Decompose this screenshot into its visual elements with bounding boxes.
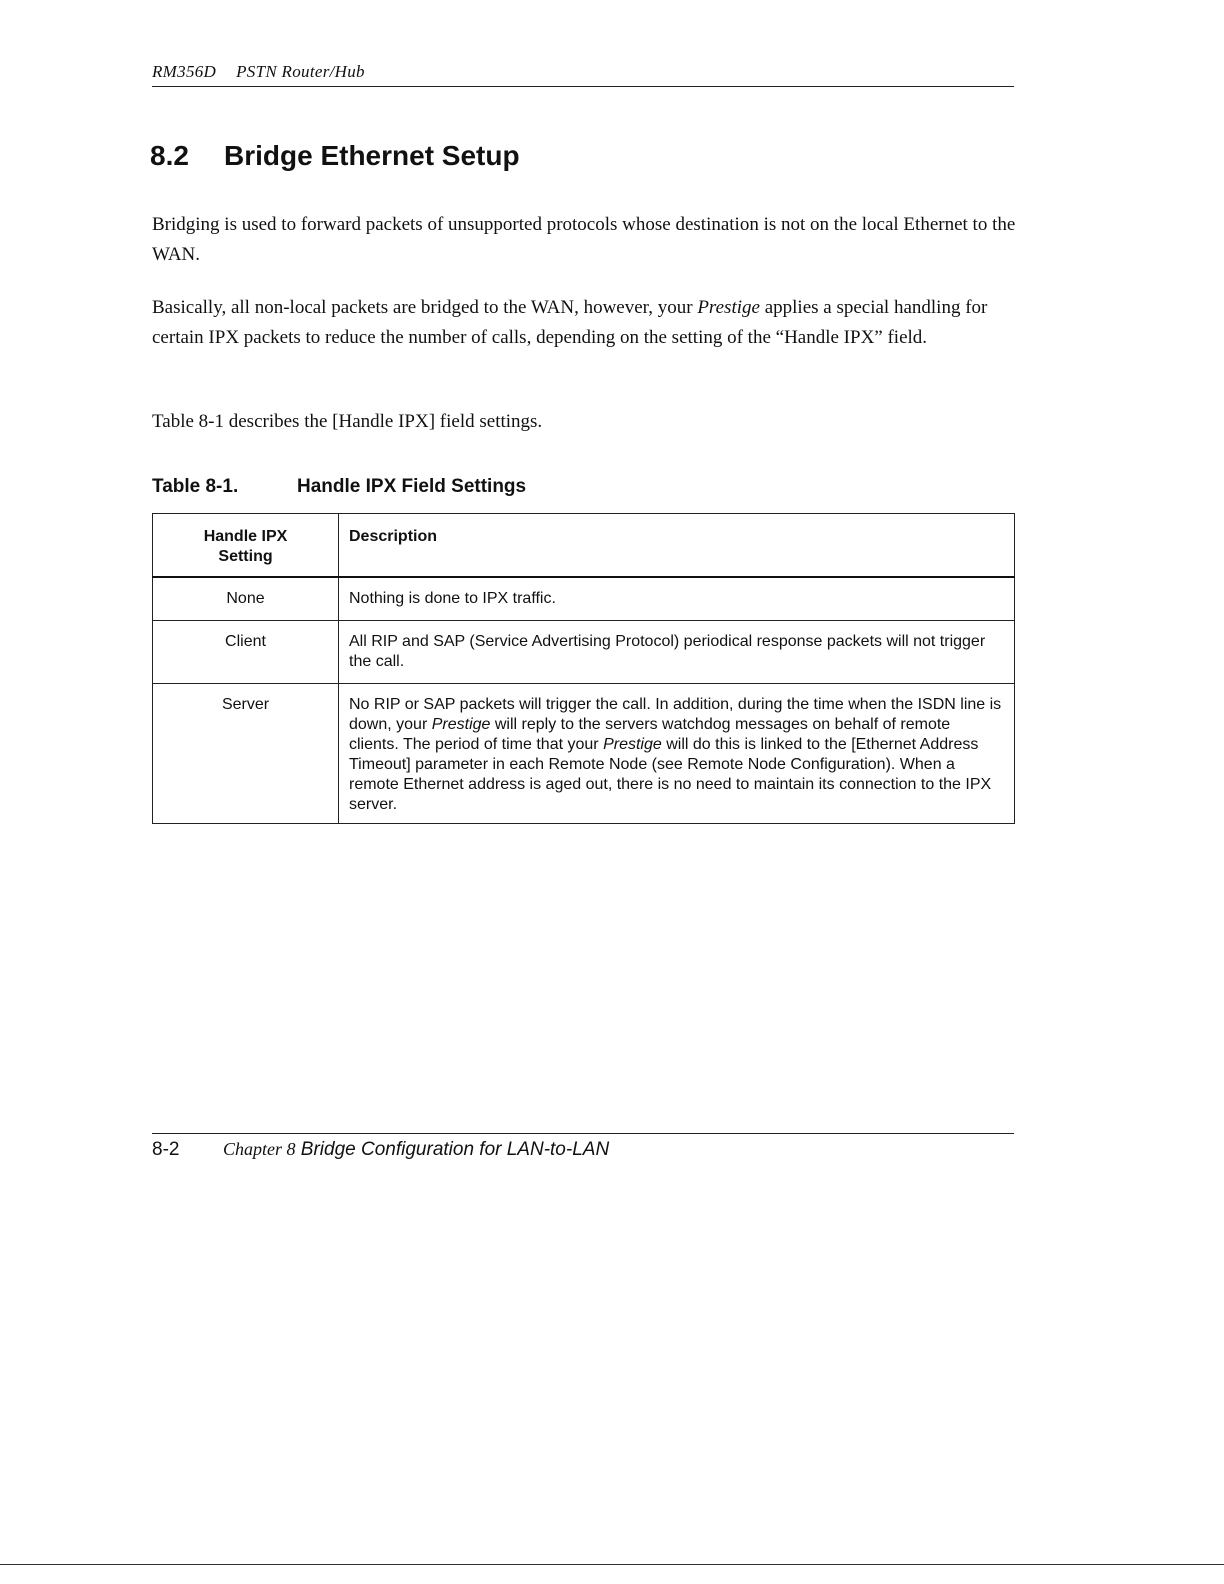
setting-cell: Server [153, 684, 339, 824]
description-text: will reply to the servers watchdog messages on behalf of remote clients. The period of time that your [349, 716, 951, 753]
section-number: 8.2 [150, 140, 189, 171]
header-cell-setting [153, 514, 339, 578]
table-header-row [153, 514, 1015, 578]
description-cell: Nothing is done to IPX traffic. [339, 577, 1015, 621]
setting-cell: Client [153, 621, 339, 684]
handle-ipx-table [152, 513, 1015, 824]
setting-cell: None [153, 577, 339, 621]
chapter-label: Chapter 8 [223, 1139, 296, 1159]
header-setting-line2: Setting [218, 548, 273, 565]
product-name-emphasis: Prestige [603, 736, 662, 753]
chapter-title: Bridge Configuration for LAN-to-LAN [300, 1139, 610, 1160]
section-title: Bridge Ethernet Setup [224, 140, 520, 171]
footer-rule [152, 1133, 1014, 1134]
header-model: RM356D [152, 62, 217, 81]
header-product: PSTN Router/Hub [236, 62, 365, 81]
running-header [152, 62, 365, 82]
header-setting-line1: Handle IPX [203, 528, 288, 545]
header-rule [152, 86, 1014, 87]
table-row [153, 621, 1015, 684]
table-row [153, 577, 1015, 621]
table-caption-label: Table 8-1. [152, 476, 239, 497]
table-caption [152, 476, 526, 498]
description-cell [339, 684, 1015, 824]
product-name-emphasis: Prestige [431, 716, 491, 733]
product-name-emphasis: Prestige [697, 297, 760, 318]
description-cell: All RIP and SAP (Service Advertising Protocol) periodical response packets will not trigger the call. [339, 621, 1015, 684]
table-caption-title: Handle IPX Field Settings [297, 476, 527, 497]
paragraph-table-reference: Table 8-1 describes the [Handle IPX] field settings. [152, 411, 543, 432]
page-edge-line [0, 1564, 1224, 1565]
description-text: will do this is linked to the [Ethernet Address Timeout] parameter in each Remote Node (see Remote Node Configuration). When a remote Ethernet address is aged out, there is no need to maintain its connection to the IPX server. [349, 736, 992, 813]
table-row [153, 684, 1015, 824]
paragraph-text: applies a special handling for certain IPX packets to reduce the number of calls, depending on the setting of the “Handle IPX” field. [152, 297, 988, 348]
section-heading [150, 140, 520, 172]
paragraph-text: Basically, all non-local packets are bridged to the WAN, however, your [152, 297, 698, 318]
description-text: No RIP or SAP packets will trigger the call. In addition, during the time when the ISDN line is down, your [349, 696, 1002, 733]
page-footer [152, 1139, 609, 1161]
paragraph-bridging: Bridging is used to forward packets of unsupported protocols whose destination is not on the local Ethernet to the WAN. [152, 214, 1016, 265]
header-cell-description: Description [339, 514, 1015, 578]
page-number: 8-2 [152, 1139, 180, 1160]
paragraph-non-local-packets [152, 293, 1022, 353]
